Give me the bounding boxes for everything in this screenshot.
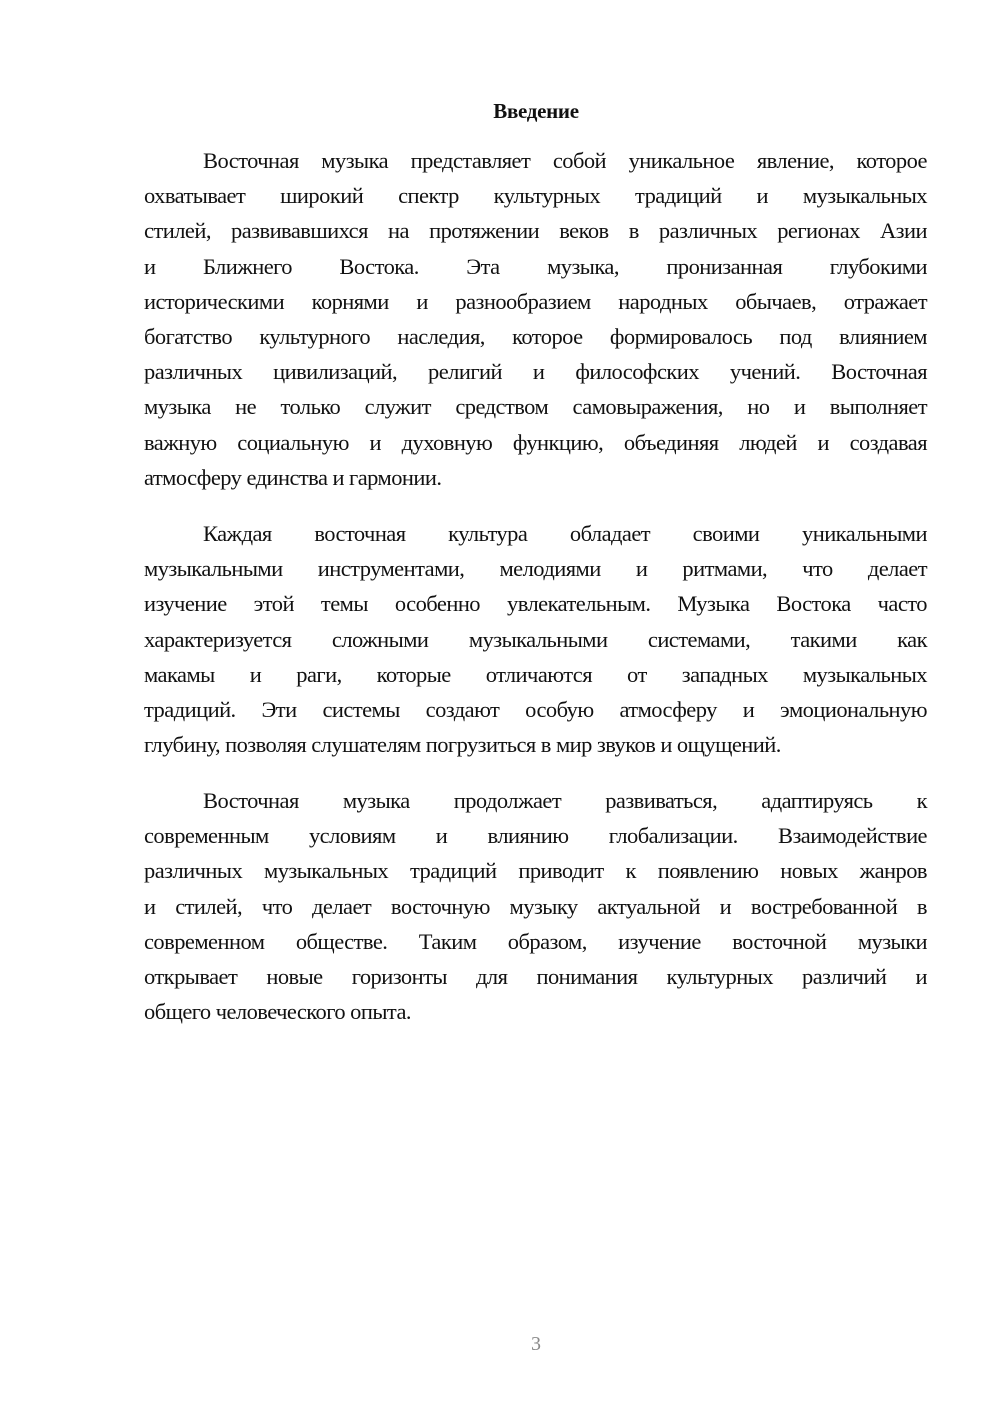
paragraph-2 bbox=[144, 516, 927, 762]
paragraph-1 bbox=[144, 143, 927, 495]
text-line: Восточная музыка представляет собой уникальное явление, которое bbox=[203, 148, 927, 173]
text-line: и Ближнего Востока. Эта музыка, пронизанная глубокими bbox=[144, 253, 927, 279]
text-line: глубину, позволяя слушателям погрузиться в мир звуков и ощущений. bbox=[144, 732, 781, 758]
text-line: важную социальную и духовную функцию, объединяя людей и создавая bbox=[144, 429, 927, 455]
text-line: современном обществе. Таким образом, изучение восточной музыки bbox=[144, 928, 927, 954]
text-line: традиций. Эти системы создают особую атмосферу и эмоциональную bbox=[144, 696, 927, 722]
text-line: стилей, развивавшихся на протяжении веков в различных регионах Азии bbox=[144, 218, 927, 244]
text-line: музыка не только служит средством самовыражения, но и выполняет bbox=[144, 394, 927, 420]
page-number: 3 bbox=[531, 1333, 541, 1355]
text-line: общего человеческого опыта. bbox=[144, 999, 411, 1025]
text-line: изучение этой темы особенно увлекательным. Музыка Востока часто bbox=[144, 591, 927, 617]
text-line: различных музыкальных традиций приводит к появлению новых жанров bbox=[144, 858, 927, 884]
paragraph-3 bbox=[144, 783, 927, 1029]
text-line: Восточная музыка продолжает развиваться, адаптируясь к bbox=[203, 788, 927, 813]
text-line: современным условиям и влиянию глобализации. Взаимодействие bbox=[144, 823, 927, 849]
text-line: богатство культурного наследия, которое формировалось под влиянием bbox=[144, 323, 927, 349]
text-line: открывает новые горизонты для понимания культурных различий и bbox=[144, 963, 927, 989]
text-line: различных цивилизаций, религий и философских учений. Восточная bbox=[144, 359, 927, 385]
text-line: охватывает широкий спектр культурных традиций и музыкальных bbox=[144, 183, 927, 209]
text-line: характеризуется сложными музыкальными системами, такими как bbox=[144, 626, 927, 652]
text-line: макамы и раги, которые отличаются от западных музыкальных bbox=[144, 661, 927, 687]
text-line: и стилей, что делает восточную музыку актуальной и востребованной в bbox=[144, 893, 927, 919]
text-line: музыкальными инструментами, мелодиями и ритмами, что делает bbox=[144, 556, 927, 582]
text-line: историческими корнями и разнообразием народных обычаев, отражает bbox=[144, 288, 927, 314]
section-title: Введение bbox=[493, 99, 579, 123]
text-line: атмосферу единства и гармонии. bbox=[144, 464, 442, 490]
text-line: Каждая восточная культура обладает своими уникальными bbox=[203, 521, 927, 546]
